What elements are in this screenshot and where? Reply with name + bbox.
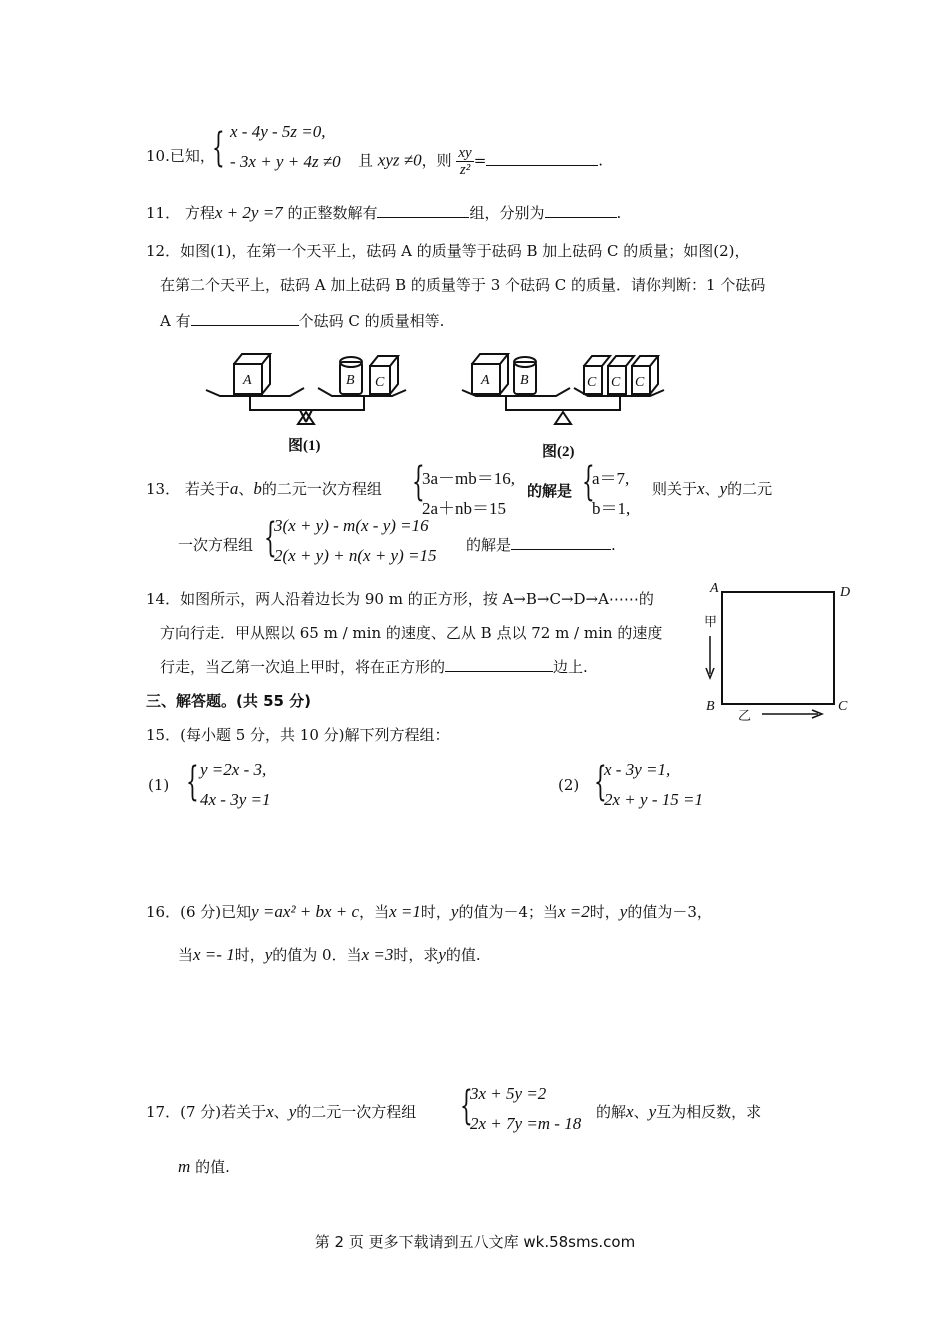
fig1-weight-b: B bbox=[346, 373, 355, 388]
q13-solution-label: 的解是 bbox=[527, 482, 573, 500]
page-footer: 第 2 页 更多下载请到五八文库 wk.58sms.com bbox=[314, 1233, 636, 1251]
fig1-weight-c: C bbox=[375, 375, 385, 390]
q14-line2: 方向行走．甲从熙以 65 m / min 的速度、乙从 B 点以 72 m / min 的速度 bbox=[160, 624, 663, 642]
q15-p2-label: (2) bbox=[558, 776, 580, 794]
q14-line3: 行走，当乙第一次追上甲时，将在正方形的 边上. bbox=[160, 658, 588, 676]
q10-eq2: - 3x + y + 4z ≠0 bbox=[230, 152, 341, 171]
q12-line3: A 有 个砝码 C 的质量相等. bbox=[160, 312, 445, 330]
q13-eq2: 2a＋nb＝15 bbox=[422, 499, 507, 518]
q17-eq2: 2x + 7y =m - 18 bbox=[470, 1114, 582, 1133]
q13-line1-tail: 则关于x、y的二元 bbox=[652, 479, 773, 498]
q12-line2: 在第二个天平上，砝码 A 加上砝码 B 的质量等于 3 个砝码 C 的质量．请你判断：1 个砝码 bbox=[160, 276, 766, 294]
q13-eq1: 3a－mb＝16, bbox=[422, 469, 516, 488]
balance-figure bbox=[200, 348, 670, 466]
q13-brace1: { bbox=[412, 459, 425, 505]
q17-line1-tail: 的解x、y互为相反数，求 bbox=[596, 1102, 762, 1121]
q12-blank[interactable] bbox=[191, 311, 299, 326]
q15-line: 15．(每小题 5 分，共 10 分)解下列方程组： bbox=[146, 726, 450, 744]
fig2-caption: 图(2) bbox=[542, 444, 575, 460]
fig1-weight-a: A bbox=[243, 373, 252, 388]
square-label-c: C bbox=[838, 699, 848, 714]
section3-title: 三、解答题。(共 55 分) bbox=[146, 692, 312, 710]
q13-sol2: b＝1, bbox=[592, 499, 631, 518]
q17-line2: m 的值. bbox=[178, 1157, 230, 1176]
q13-line2-lead: 一次方程组 bbox=[178, 536, 254, 554]
fig2-weight-c3: C bbox=[635, 375, 645, 390]
q10-eq1: x - 4y - 5z =0, bbox=[230, 122, 326, 141]
q13-line2-tail: 的解是 . bbox=[466, 536, 616, 554]
q10-number: 10.已知， bbox=[146, 147, 215, 165]
fig2-weight-b: B bbox=[520, 373, 529, 388]
q13-eq4: 2(x + y) + n(x + y) =15 bbox=[274, 546, 437, 565]
fig2-weight-c1: C bbox=[587, 375, 597, 390]
q13-eq3: 3(x + y) - m(x - y) =16 bbox=[274, 516, 429, 535]
fig2-weight-a: A bbox=[481, 373, 490, 388]
square-figure bbox=[700, 578, 860, 728]
square-label-a: A bbox=[710, 581, 719, 596]
q10-answer-blank[interactable] bbox=[486, 151, 598, 166]
q13-line1-lead: 13． 若关于a、b的二元一次方程组 bbox=[146, 479, 382, 498]
q14-blank[interactable] bbox=[445, 657, 553, 672]
square-label-d: D bbox=[840, 585, 851, 600]
q15-p1-label: (1) bbox=[148, 776, 170, 794]
q11-blank-count[interactable] bbox=[377, 203, 469, 218]
q17-line1-lead: 17．(7 分)若关于x、y的二元一次方程组 bbox=[146, 1102, 417, 1121]
fig2-weight-c2: C bbox=[611, 375, 621, 390]
fig1-caption: 图(1) bbox=[288, 438, 321, 454]
square-label-b: B bbox=[706, 699, 715, 714]
q15-p2-eq1: x - 3y =1, bbox=[604, 760, 671, 779]
square-label-yi: 乙 bbox=[738, 708, 752, 723]
square-label-jia: 甲 bbox=[704, 614, 718, 629]
q13-brace2: { bbox=[582, 459, 595, 505]
q15-p2-brace: { bbox=[594, 759, 607, 805]
q17-brace: { bbox=[460, 1083, 473, 1129]
q12-line1: 12．如图(1)，在第一个天平上，砝码 A 的质量等于砝码 B 加上砝码 C 的质量；如图(2)， bbox=[146, 242, 750, 260]
q15-p1-eq1: y =2x - 3, bbox=[200, 760, 267, 779]
q11-blank-solutions[interactable] bbox=[545, 203, 617, 218]
q13-brace3: { bbox=[264, 515, 277, 561]
q10-fraction: $\frac{xy}{\text{z²}}$ bbox=[458, 145, 472, 178]
q11: 11． 方程x + 2y =7 的正整数解有 组，分别为 . bbox=[146, 203, 622, 222]
q14-line1: 14．如图所示，两人沿着边长为 90 m 的正方形，按 A→B→C→D→A⋯⋯的 bbox=[146, 590, 654, 608]
q13-blank[interactable] bbox=[511, 535, 611, 550]
q15-p2-eq2: 2x + y - 15 =1 bbox=[604, 790, 703, 809]
q16-line1: 16．(6 分)已知y =ax² + bx + c，当x =1时，y的值为－4；当x =2时，y的值为－3， bbox=[146, 902, 712, 921]
q16-line2: 当x =- 1时，y的值为 0．当x =3时，求y的值. bbox=[178, 945, 481, 964]
q17-eq1: 3x + 5y =2 bbox=[470, 1084, 547, 1103]
q10-condition: 且 xyz ≠0，则 $\frac{xy}{\text{z²}}$ = . bbox=[358, 145, 604, 178]
q15-p1-brace: { bbox=[186, 759, 199, 805]
q13-sol1: a＝7, bbox=[592, 469, 630, 488]
q15-p1-eq2: 4x - 3y =1 bbox=[200, 790, 271, 809]
q10-brace: { bbox=[212, 125, 225, 171]
